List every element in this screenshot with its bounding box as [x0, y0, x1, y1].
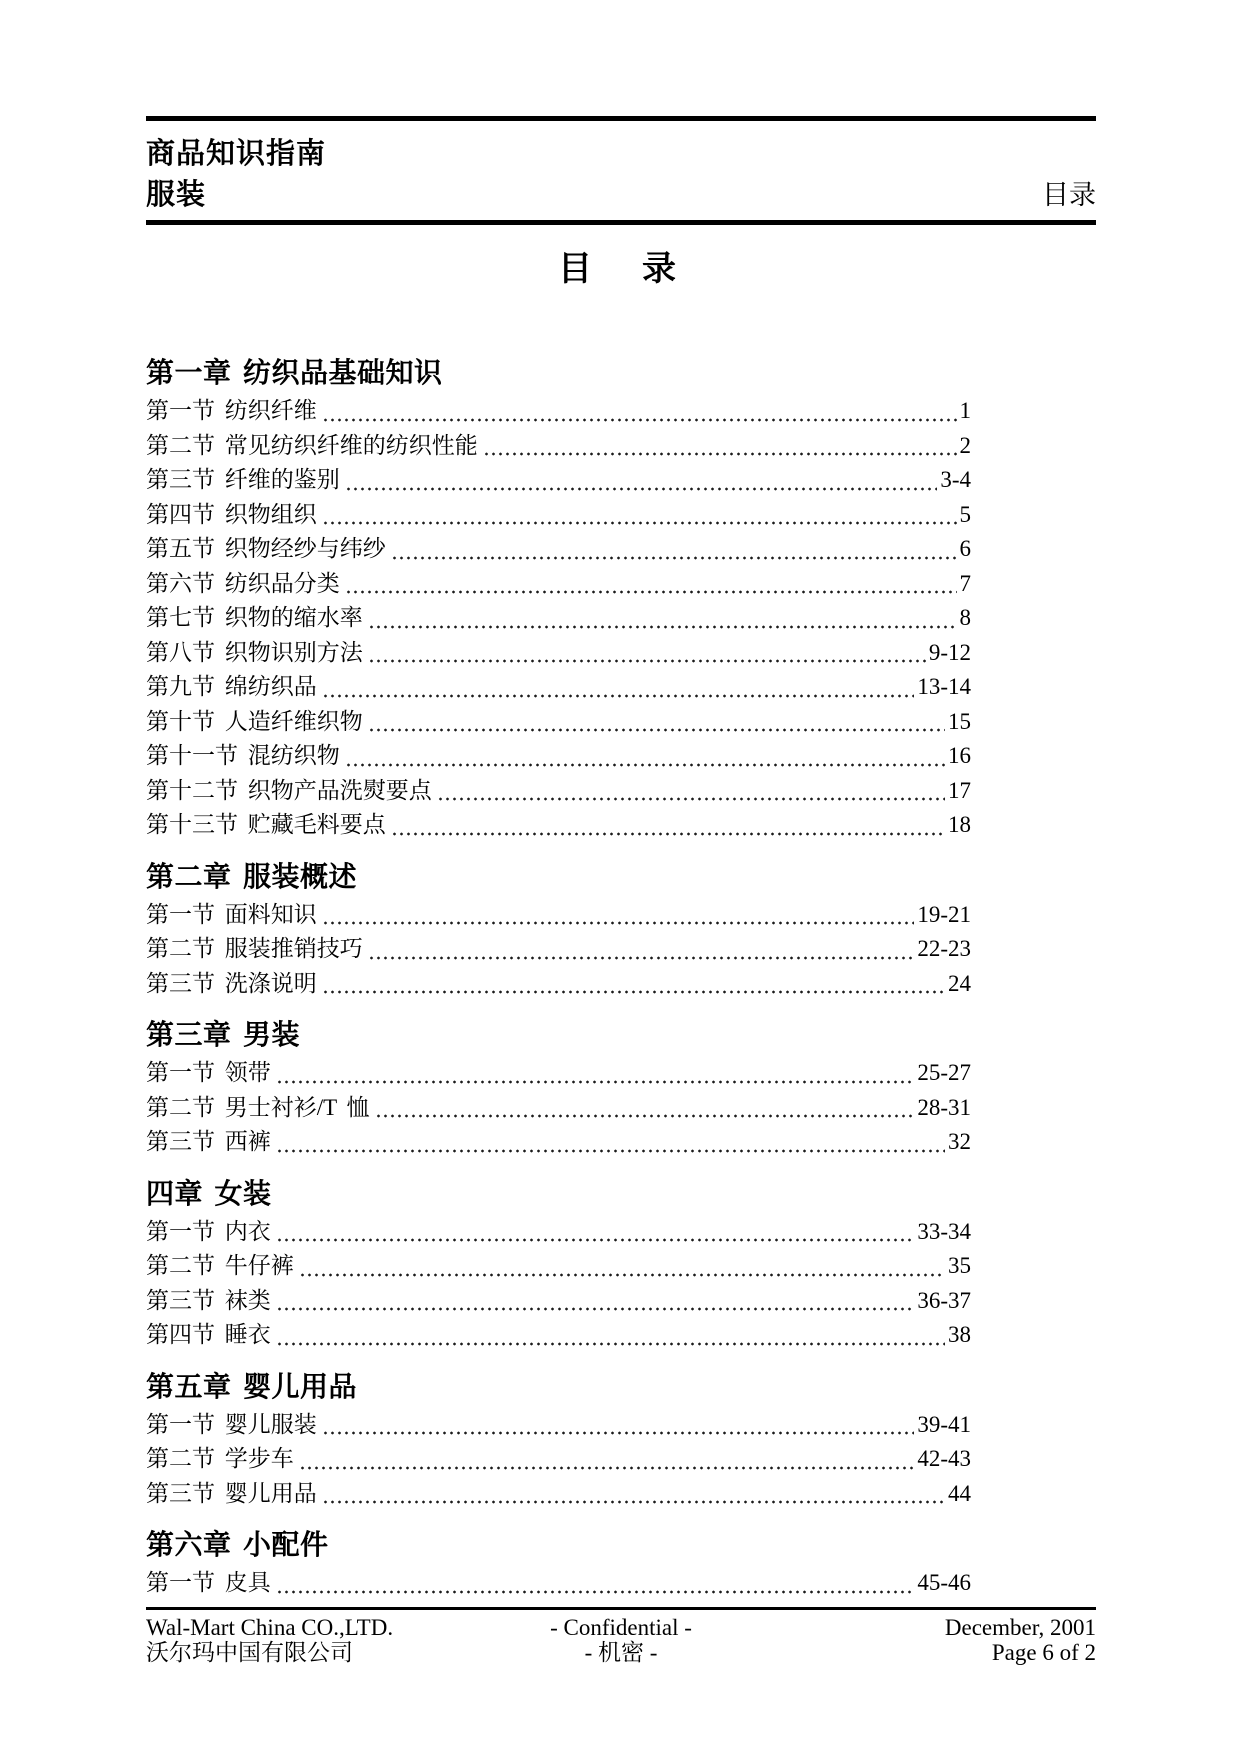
toc-entry-label: 第六节 纺织品分类	[146, 570, 340, 596]
toc-entry	[146, 1477, 971, 1512]
toc-entry	[146, 463, 971, 498]
toc-leader-dots	[320, 898, 915, 933]
toc-entry	[146, 1125, 971, 1160]
toc-entry	[146, 670, 971, 705]
toc-entry-label: 第十三节 贮藏毛料要点	[146, 812, 386, 837]
toc-leader-dots	[274, 1215, 915, 1250]
toc-entry-page: 8	[959, 605, 971, 630]
toc-entry-page: 18	[948, 812, 971, 837]
toc-leader-dots	[366, 601, 957, 636]
toc-entry-label: 第十二节 织物产品洗熨要点	[146, 777, 432, 803]
toc-entry-label: 第一节 内衣	[146, 1218, 271, 1244]
toc-chapter	[146, 858, 1096, 1002]
footer-company-en: Wal-Mart China CO.,LTD.	[146, 1615, 394, 1640]
toc-entry-page: 42-43	[917, 1446, 971, 1471]
chapter-heading: 第一章 纺织品基础知识	[146, 358, 443, 389]
toc-leader-dots	[320, 1408, 915, 1443]
toc-entry	[146, 1408, 971, 1443]
toc-entry-page: 24	[948, 970, 971, 996]
toc-leader-dots	[366, 705, 945, 740]
toc-entry	[146, 705, 971, 740]
toc-leader-dots	[343, 567, 957, 602]
toc-entry	[146, 932, 971, 967]
toc-leader-dots	[320, 1477, 945, 1512]
toc-leader-dots	[274, 1056, 915, 1091]
toc-entry-label: 第二节 服装推销技巧	[146, 936, 363, 961]
toc-entry	[146, 808, 971, 843]
footer-rule	[146, 1607, 1096, 1610]
doc-subtitle: 服装	[146, 179, 207, 211]
footer-confidential-en: - Confidential -	[550, 1615, 692, 1640]
toc-leader-dots	[389, 532, 957, 567]
toc-entry-label: 第二节 常见纺织纤维的纺织性能	[146, 432, 478, 458]
header-bottom-rule	[146, 220, 1096, 225]
toc-entry-page: 7	[959, 570, 971, 596]
footer-confidential-cn: - 机密 -	[584, 1640, 658, 1665]
chapter-heading: 四章 女装	[146, 1178, 272, 1210]
toc-entry	[146, 1284, 971, 1319]
toc-entry	[146, 774, 971, 809]
toc-entry-label: 第三节 洗涤说明	[146, 970, 317, 996]
toc-leader-dots	[435, 774, 945, 809]
toc-leader-dots	[274, 1318, 945, 1353]
chapter-heading: 第六章 小配件	[146, 1530, 329, 1561]
header-line2	[146, 178, 1096, 212]
toc-entry-label: 第十一节 混纺织物	[146, 743, 340, 768]
toc-entry	[146, 498, 971, 533]
toc-entry-page: 1	[959, 398, 971, 423]
toc-leader-dots	[389, 808, 945, 843]
toc-entry-page: 16	[948, 743, 971, 768]
toc-entry-label: 第八节 织物识别方法	[146, 639, 363, 665]
toc-entry-page: 38	[948, 1322, 971, 1347]
toc-entry-page: 32	[948, 1129, 971, 1154]
page-title: 目 录	[558, 251, 684, 288]
toc-entry-page: 15	[948, 708, 971, 734]
chapter-heading: 第三章 男装	[146, 1020, 301, 1051]
toc-leader-dots	[366, 932, 915, 967]
toc-entry-page: 44	[948, 1480, 971, 1506]
toc-entry-label: 第五节 织物经纱与纬纱	[146, 536, 386, 561]
toc-chapter	[146, 1368, 1096, 1512]
page-content	[146, 116, 1096, 1601]
toc-entry-label: 第二节 牛仔裤	[146, 1253, 294, 1278]
toc-leader-dots	[274, 1566, 915, 1601]
toc-entry	[146, 1056, 971, 1091]
toc-entry-page: 33-34	[917, 1218, 971, 1244]
toc-leader-dots	[481, 429, 957, 464]
toc-entry-label: 第七节 织物的缩水率	[146, 605, 363, 630]
toc-leader-dots	[320, 394, 957, 429]
footer-company-cn: 沃尔玛中国有限公司	[146, 1640, 353, 1665]
toc-leader-dots	[343, 463, 938, 498]
doc-title: 商品知识指南	[146, 138, 327, 170]
toc-entry-page: 28-31	[917, 1094, 971, 1120]
toc-chapter	[146, 354, 1096, 843]
toc-entry	[146, 967, 971, 1002]
page-footer	[146, 1607, 1096, 1665]
toc-entry-label: 第一节 皮具	[146, 1570, 271, 1595]
footer-row-1	[146, 1615, 1096, 1640]
toc-entry-page: 3-4	[940, 467, 971, 492]
toc-entry-label: 第十节 人造纤维织物	[146, 708, 363, 734]
toc-entry	[146, 567, 971, 602]
toc-leader-dots	[297, 1442, 915, 1477]
toc-leader-dots	[320, 967, 945, 1002]
toc-chapter	[146, 1526, 1096, 1601]
toc-leader-dots	[320, 498, 957, 533]
toc-entry-page: 22-23	[917, 936, 971, 961]
toc-leader-dots	[320, 670, 915, 705]
toc-chapter	[146, 1175, 1096, 1353]
toc-entry	[146, 429, 971, 464]
toc-entry-label: 第一节 婴儿服装	[146, 1411, 317, 1437]
toc-entry-label: 第四节 织物组织	[146, 501, 317, 527]
toc-entry-page: 6	[959, 536, 971, 561]
toc-entry	[146, 1318, 971, 1353]
toc-entry-page: 39-41	[917, 1411, 971, 1437]
toc-entry-label: 第三节 袜类	[146, 1287, 271, 1313]
toc-entry-page: 45-46	[917, 1570, 971, 1595]
toc-leader-dots	[274, 1125, 945, 1160]
toc-entry	[146, 601, 971, 636]
toc-entry-label: 第一节 面料知识	[146, 901, 317, 927]
header-corner-label: 目录	[1042, 180, 1096, 210]
toc-entry-label: 第三节 婴儿用品	[146, 1480, 317, 1506]
toc-entry-label: 第二节 学步车	[146, 1446, 294, 1471]
toc-entry-page: 2	[959, 432, 971, 458]
toc-entry	[146, 1249, 971, 1284]
toc-entry	[146, 898, 971, 933]
toc-entry-label: 第三节 西裤	[146, 1129, 271, 1154]
toc-entry-label: 第三节 纤维的鉴别	[146, 467, 340, 492]
toc-chapter	[146, 1016, 1096, 1160]
chapter-heading: 第二章 服装概述	[146, 861, 358, 893]
toc-entry-label: 第四节 睡衣	[146, 1322, 271, 1347]
toc-entry-page: 9-12	[928, 639, 971, 665]
toc-entry	[146, 1215, 971, 1250]
toc-leader-dots	[343, 739, 945, 774]
chapter-heading: 第五章 婴儿用品	[146, 1371, 358, 1403]
footer-date: December, 2001	[944, 1615, 1096, 1640]
toc-entry-page: 36-37	[917, 1287, 971, 1313]
toc-leader-dots	[297, 1249, 945, 1284]
toc-entry-page: 5	[959, 501, 971, 527]
toc-entry	[146, 1566, 971, 1601]
toc-entry-label: 第二节 男士衬衫/T 恤	[146, 1094, 370, 1120]
toc-entry	[146, 532, 971, 567]
toc-leader-dots	[274, 1284, 915, 1319]
toc-entry-label: 第一节 纺织纤维	[146, 398, 317, 423]
toc-entry-page: 35	[948, 1253, 971, 1278]
toc-entry-label: 第一节 领带	[146, 1060, 271, 1085]
toc-entry	[146, 739, 971, 774]
header-top-rule	[146, 116, 1096, 121]
toc-entry-page: 25-27	[917, 1060, 971, 1085]
toc-entry	[146, 394, 971, 429]
toc-entry	[146, 1442, 971, 1477]
table-of-contents	[146, 354, 1096, 1601]
toc-entry-label: 第九节 绵纺织品	[146, 674, 317, 699]
footer-page-indicator: Page 6 of 2	[991, 1640, 1096, 1665]
toc-entry-page: 13-14	[917, 674, 971, 699]
toc-leader-dots	[373, 1091, 915, 1126]
toc-entry	[146, 1091, 971, 1126]
toc-entry	[146, 636, 971, 671]
toc-entry-page: 17	[948, 777, 971, 803]
footer-row-2	[146, 1640, 1096, 1665]
toc-leader-dots	[366, 636, 926, 671]
toc-entry-page: 19-21	[917, 901, 971, 927]
